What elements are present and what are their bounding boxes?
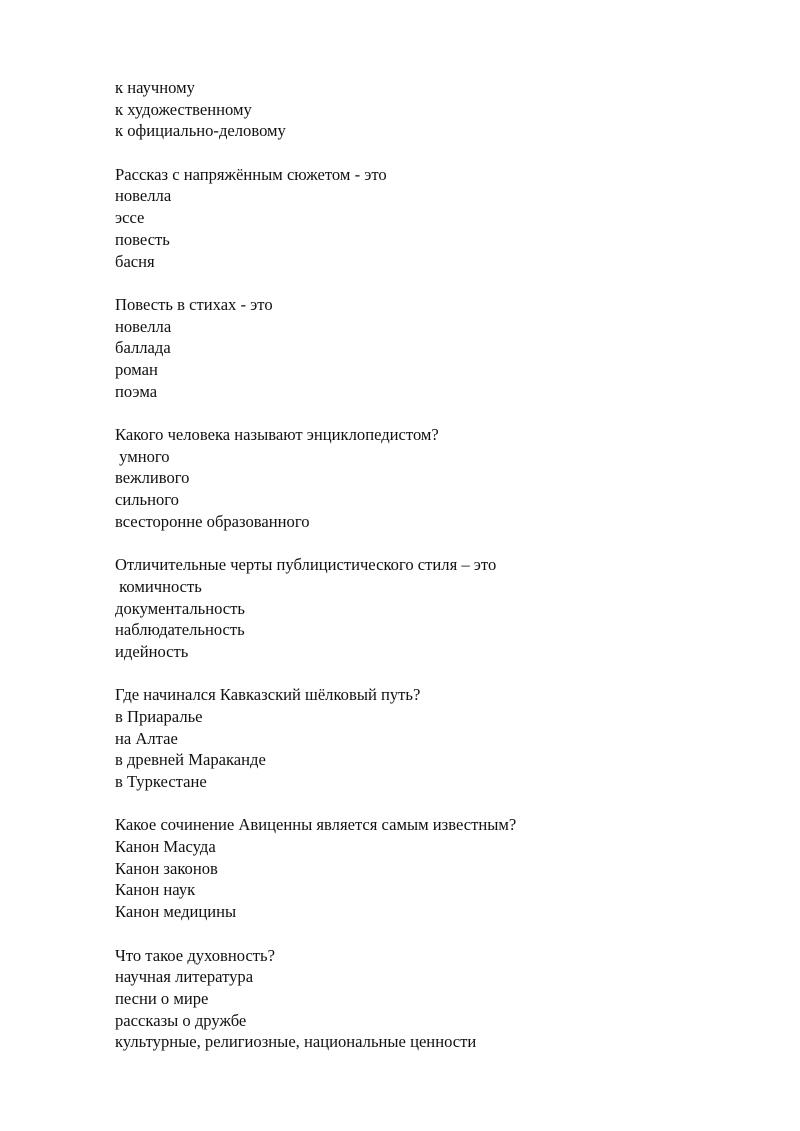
option-text: в древней Мараканде [115, 750, 266, 770]
option-text: роман [115, 359, 158, 379]
document-body [115, 77, 755, 1053]
question-text: Что такое духовность? [115, 945, 275, 965]
option-text: документальность [115, 598, 245, 618]
question-text: Какого человека называют энциклопедистом? [115, 425, 439, 444]
question-block [115, 814, 755, 922]
question-text: Где начинался Кавказский шёлковый путь? [115, 685, 421, 705]
option-text: научная литература [115, 967, 254, 987]
question-text: Рассказ с напряжённым сюжетом - это [115, 164, 387, 184]
option-text: Канон Масуда [115, 837, 216, 857]
spacer [115, 532, 755, 554]
option-text: рассказы о дружбе [115, 1010, 247, 1030]
option-text: умного [115, 446, 170, 466]
question-block [115, 294, 755, 402]
spacer [115, 142, 755, 164]
option-text: наблюдательность [115, 620, 245, 640]
option-text: комичность [115, 576, 202, 596]
question-text: Повесть в стихах - это [115, 294, 273, 314]
option-text: на Алтае [115, 728, 178, 748]
spacer [115, 402, 755, 424]
option-text: к официально-деловому [115, 121, 286, 141]
lead-options [115, 77, 755, 142]
option-text: басня [115, 251, 155, 271]
question-block [115, 164, 755, 272]
option-text: эссе [115, 208, 145, 228]
option-text: Канон медицины [115, 902, 237, 922]
option-text: новелла [115, 316, 172, 336]
option-text: сильного [115, 490, 179, 510]
option-text: повесть [115, 229, 170, 249]
spacer [115, 793, 755, 815]
option-text: Канон наук [115, 880, 196, 900]
option-text: в Туркестане [115, 772, 207, 791]
option-text: песни о мире [115, 988, 209, 1008]
question-block [115, 554, 755, 662]
question-text: Какое сочинение Авиценны является самым известным? [115, 815, 517, 835]
option-text: идейность [115, 641, 189, 661]
spacer [115, 923, 755, 945]
option-text: вежливого [115, 468, 190, 488]
question-block [115, 424, 755, 532]
option-text: баллада [115, 338, 171, 358]
option-text: культурные, религиозные, национальные ценности [115, 1032, 477, 1052]
option-text: поэма [115, 381, 158, 401]
option-text: в Приаралье [115, 706, 203, 726]
option-text: всесторонне образованного [115, 511, 310, 531]
option-text: новелла [115, 186, 172, 206]
option-text: Канон законов [115, 858, 218, 878]
question-text: Отличительные черты публицистического стиля – это [115, 555, 497, 575]
spacer [115, 663, 755, 685]
spacer [115, 272, 755, 294]
option-text: к художественному [115, 99, 252, 119]
question-block [115, 945, 755, 1053]
option-text: к научному [115, 78, 195, 97]
question-block [115, 684, 755, 792]
